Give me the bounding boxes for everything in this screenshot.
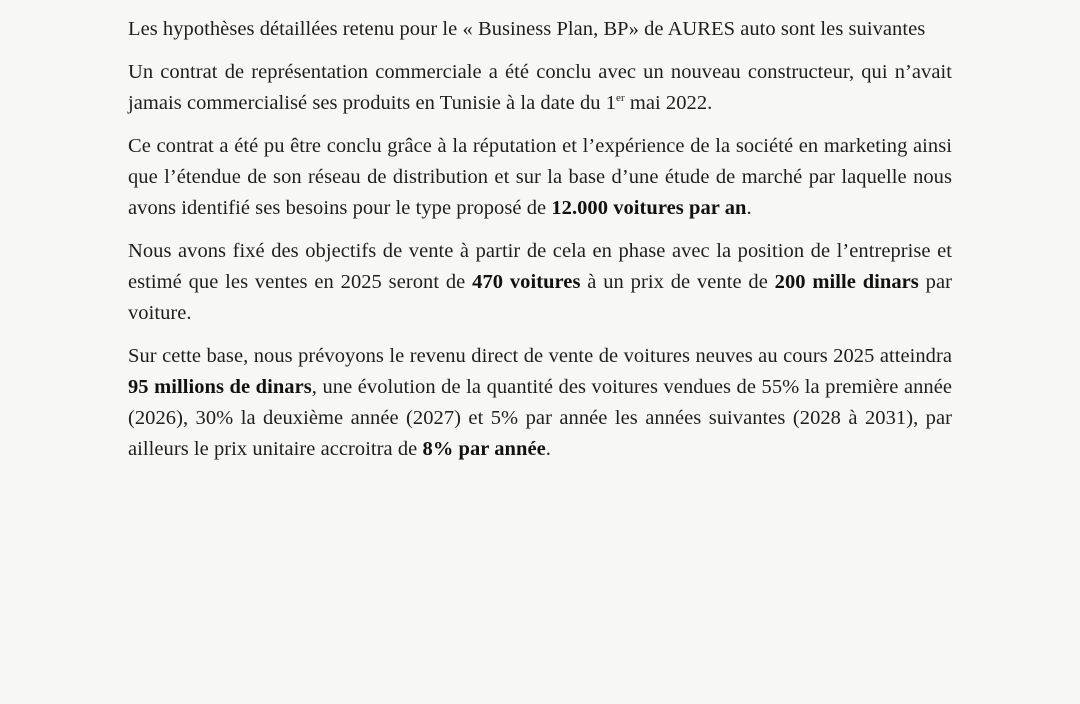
unit-price-highlight: 200 mille dinars bbox=[774, 271, 919, 293]
price-growth-highlight: 8% par année bbox=[422, 438, 546, 460]
paragraph-intro-text: Les hypothèses détaillées retenu pour le « Business Plan, BP» de AURES auto sont les suivantes bbox=[128, 18, 926, 40]
sales-volume-highlight: 470 voitures bbox=[472, 271, 581, 293]
paragraph-revenue-forecast bbox=[128, 341, 952, 465]
ordinal-superscript: er bbox=[616, 92, 625, 104]
document-page bbox=[128, 14, 952, 477]
paragraph-contract-date-end: mai 2022. bbox=[624, 92, 713, 114]
paragraph-intro bbox=[128, 14, 952, 45]
paragraph-reputation bbox=[128, 131, 952, 224]
paragraph-contract-text: Un contrat de représentation commerciale a été conclu avec un nouveau constructeur, qui n’avait jamais commercialisé ses produits en Tunisie à la date du 1 bbox=[128, 61, 952, 114]
paragraph-reputation-text: Ce contrat a été pu être conclu grâce à la réputation et l’expérience de la société en marketing ainsi que l’étendue de son réseau de distribution et sur la base d’une étude de marché par laquelle nous avons identifié ses besoins pour le type proposé de bbox=[128, 135, 952, 219]
paragraph-sales-targets-middle: à un prix de vente de bbox=[580, 271, 775, 293]
revenue-highlight: 95 millions de dinars bbox=[128, 376, 312, 398]
paragraph-revenue-forecast-text: Sur cette base, nous prévoyons le revenu direct de vente de voitures neuves au cours 2025 atteindra bbox=[128, 345, 952, 367]
paragraph-revenue-forecast-middle: , une évolution de la quantité des voitures vendues de 55% la première année (2026), 30% la deuxième année (2027) et 5% par année les années suivantes (2028 à 2031), par ailleurs le prix unitaire accroitra de bbox=[128, 376, 952, 460]
paragraph-sales-targets-text: Nous avons fixé des objectifs de vente à partir de cela en phase avec la position de l’entreprise et estimé que les ventes en 2025 seront de bbox=[128, 240, 952, 293]
annual-demand-highlight: 12.000 voitures par an bbox=[551, 197, 747, 219]
paragraph-reputation-end: . bbox=[746, 197, 752, 219]
paragraph-sales-targets bbox=[128, 236, 952, 329]
paragraph-sales-targets-end: par voiture. bbox=[128, 271, 952, 324]
paragraph-revenue-forecast-end: . bbox=[545, 438, 551, 460]
paragraph-contract bbox=[128, 57, 952, 119]
